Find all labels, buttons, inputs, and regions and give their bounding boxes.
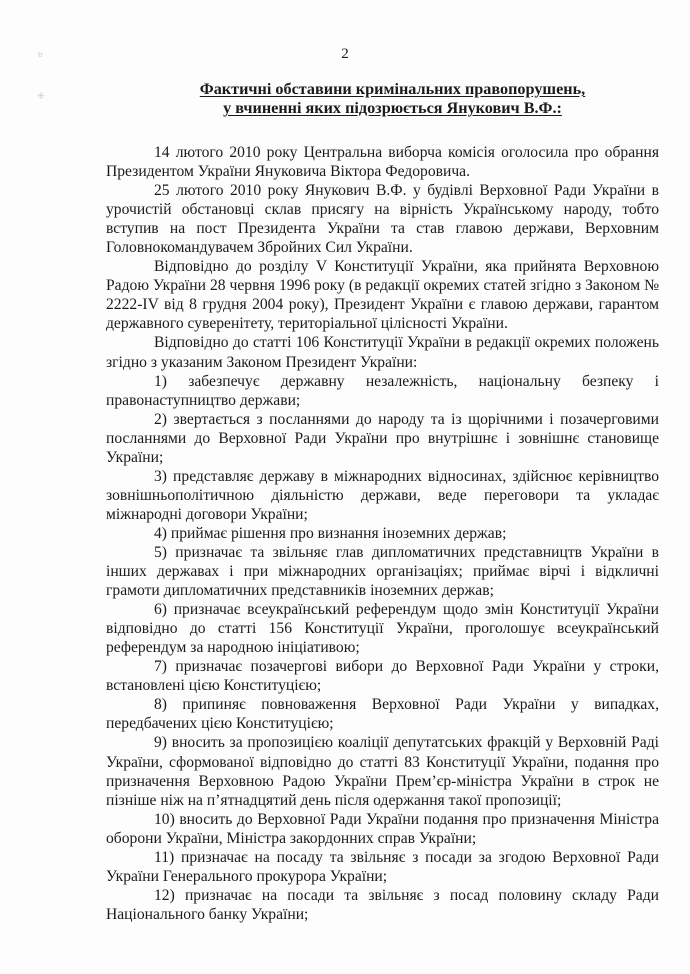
body-text xyxy=(106,143,659,924)
list-item: 9) вносить за пропозицією коаліції депутатських фракцій у Верховній Раді України, сформованої відповідно до статті 83 Конституції України, подання про призначення Верховною Радою України Прем’єр-міністра України в строк не пізніше ніж на п’ятнадцятий день після одержання такої пропозиції; xyxy=(106,734,659,809)
scan-artifact-mark: ᵾ xyxy=(38,49,43,59)
page-number: 2 xyxy=(341,46,349,62)
list-item: 6) призначає всеукраїнський референдум щодо змін Конституції України відповідно до статті 156 Конституції України, проголошує всеукраїнський референдум за народною ініціативою; xyxy=(106,601,659,657)
section-heading-line-2: у вчиненні яких підозрюється Янукович В.Ф.: xyxy=(223,99,562,117)
scan-artifact-mark: ⁜ xyxy=(37,91,45,101)
list-item: 3) представляє державу в міжнародних відносинах, здійснює керівництво зовнішньополітичною діяльністю держави, веде переговори та укладає міжнародні договори України; xyxy=(106,467,659,523)
list-item: 10) вносить до Верховної Ради України подання про призначення Міністра оборони України, Міністра закордонних справ України; xyxy=(106,810,659,847)
section-heading xyxy=(0,80,690,118)
list-item: 1) забезпечує державну незалежність, національну безпеку і правонаступництво держави; xyxy=(106,372,659,409)
paragraph: 14 лютого 2010 року Центральна виборча комісія оголосила про обрання Президентом України Януковича Віктора Федоровича. xyxy=(106,144,659,181)
list-item: 7) призначає позачергові вибори до Верховної Ради України у строки, встановлені цією Конституцією; xyxy=(106,658,659,695)
list-item: 4) приймає рішення про визнання іноземних держав; xyxy=(154,524,507,542)
section-heading-line-1: Фактичні обставини кримінальних правопорушень, xyxy=(199,80,586,98)
list-item: 12) призначає на посади та звільняє з посад половину складу Ради Національного банку України; xyxy=(106,886,659,923)
paragraph: 25 лютого 2010 року Янукович В.Ф. у будівлі Верховної Ради України в урочистій обстановці склав присягу на вірність Українському народу, тобто вступив на пост Президента України та став главою держави, Верховним Головнокомандувачем Збройних Сил України. xyxy=(106,182,659,257)
paragraph: Відповідно до статті 106 Конституції України в редакції окремих положень згідно з указаним Законом Президент України: xyxy=(106,334,659,371)
paragraph: Відповідно до розділу V Конституції України, яка прийнята Верховною Радою України 28 червня 1996 року (в редакції окремих статей згідно з Законом № 2222-IV від 8 грудня 2004 року), Президент України є главою держави, гарантом державного суверенітету, територіальної цілісності України. xyxy=(106,258,659,333)
list-item: 5) призначає та звільняє глав дипломатичних представництв України в інших державах і при міжнародних організаціях; приймає вірчі і відкличні грамоти дипломатичних представників іноземних держав; xyxy=(106,543,659,600)
list-item: 8) припиняє повноваження Верховної Ради України у випадках, передбачених цією Конституцією; xyxy=(106,696,659,733)
list-item: 2) звертається з посланнями до народу та із щорічними і позачерговими посланнями до Верховної Ради України про внутрішнє і зовнішнє становище України; xyxy=(106,410,659,466)
list-item: 11) призначає на посаду та звільняє з посади за згодою Верховної Ради України Генерального прокурора України; xyxy=(106,848,659,885)
